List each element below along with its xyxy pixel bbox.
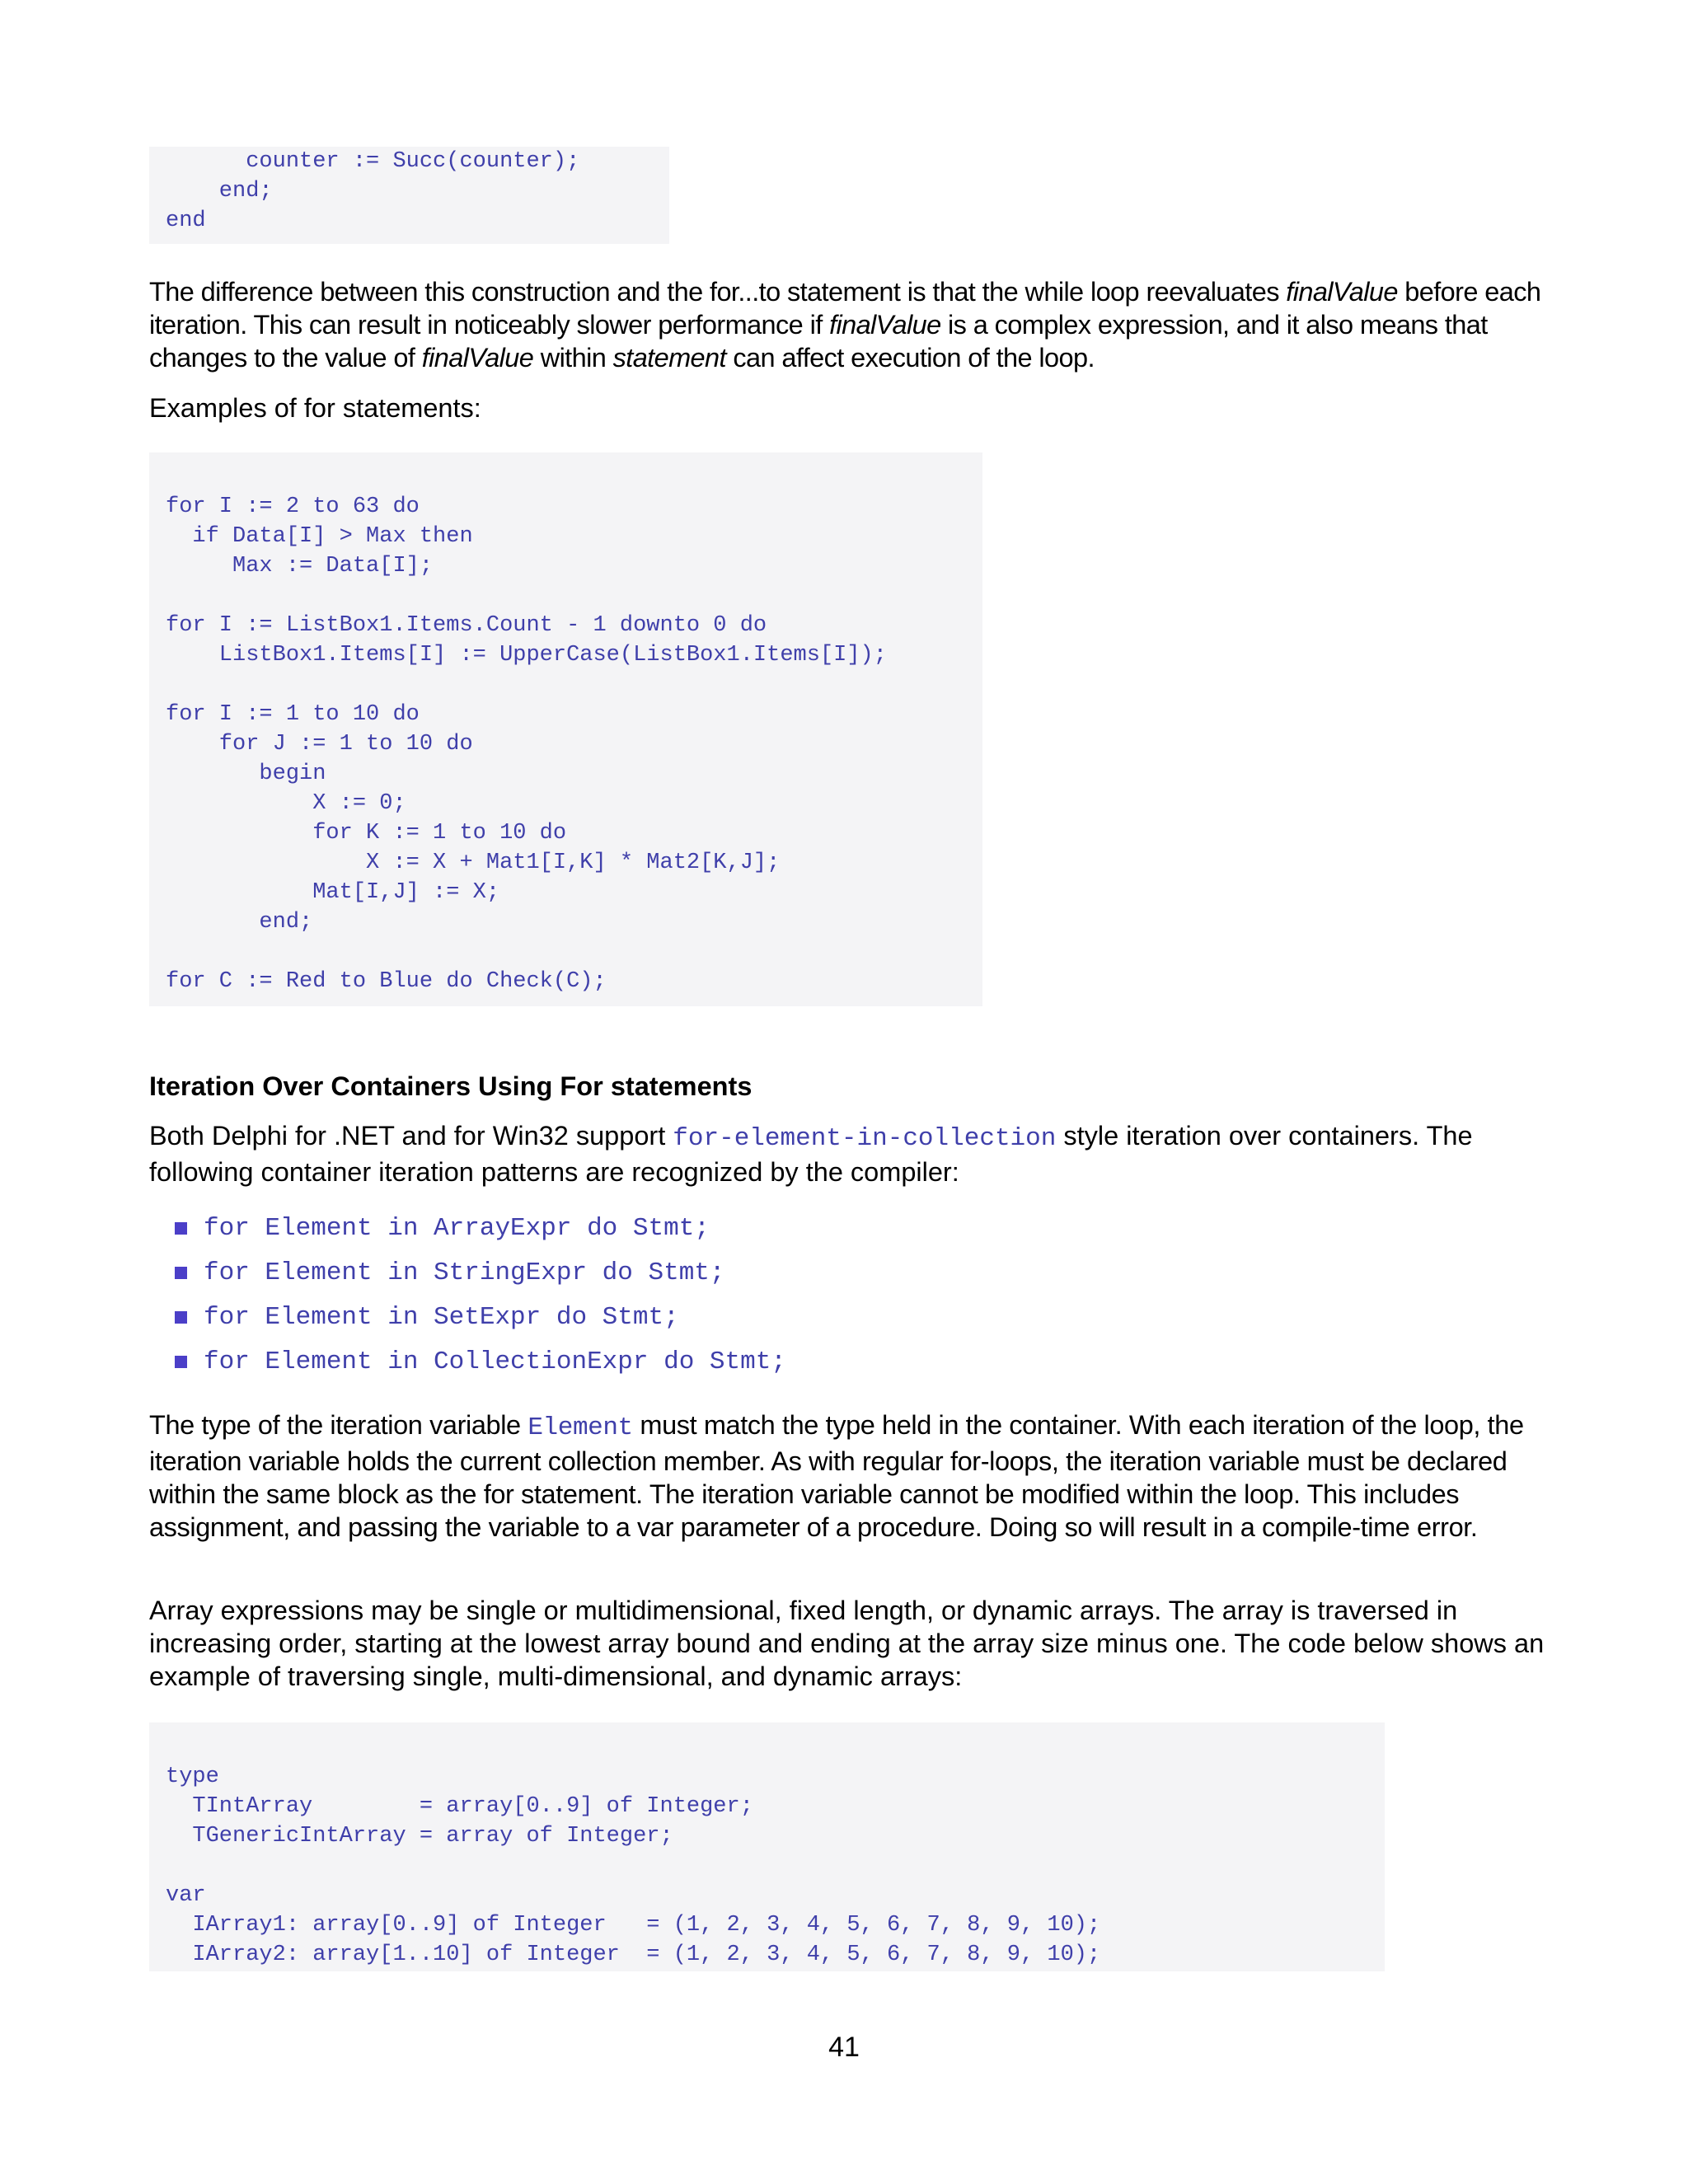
square-bullet-icon	[175, 1356, 187, 1368]
code-line: IArray1: array[0..9] of Integer = (1, 2, 3, 4, 5, 6, 7, 8, 9, 10);	[166, 1913, 1101, 1938]
iteration-patterns-list	[175, 1206, 786, 1384]
paragraph-iteration-variable: The type of the iteration variable Element must match the type held in the container. With each iteration of the loop, the iteration variable holds the current collection member. As with regular for-loops, the iteration variable must be declared within the same block as the for statement. The iteration variable cannot be modified within the loop. This includes assignment, and passing the variable to a var parameter of a procedure. Doing so will result in a compile-time error.	[149, 1410, 1524, 1542]
code-line: if Data[I] > Max then	[166, 524, 473, 549]
code-line: for I := 1 to 10 do	[166, 702, 420, 727]
code-line: counter := Succ(counter);	[166, 149, 580, 174]
code-line: X := X + Mat1[I,K] * Mat2[K,J];	[166, 851, 781, 875]
page-number: 41	[828, 2032, 860, 2063]
bullet-code: for Element in SetExpr do Stmt;	[204, 1302, 679, 1332]
square-bullet-icon	[175, 1267, 187, 1279]
code-line: Max := Data[I];	[166, 554, 434, 579]
code-line: TIntArray = array[0..9] of Integer;	[166, 1794, 753, 1819]
bullet-code: for Element in CollectionExpr do Stmt;	[204, 1347, 786, 1376]
list-item	[175, 1206, 786, 1250]
paragraph-container-iteration: Both Delphi for .NET and for Win32 support for-element-in-collection style iteration over containers. The following container iteration patterns are recognized by the compiler:	[149, 1121, 1473, 1187]
emphasis-finalvalue: finalValue	[829, 310, 941, 340]
inline-code: for-element-in-collection	[673, 1124, 1057, 1153]
emphasis-finalvalue: finalValue	[421, 343, 534, 373]
code-line: TGenericIntArray = array of Integer;	[166, 1824, 673, 1849]
code-line: for I := ListBox1.Items.Count - 1 downto 0 do	[166, 613, 767, 638]
list-item	[175, 1339, 786, 1384]
paragraph-while-loop-difference: The difference between this construction and the for...to statement is that the while loop reevaluates finalValue before each iteration. This can result in noticeably slower performance if finalValue is a complex expression, and it also means that changes to the value of finalValue within statement can affect execution of the loop.	[149, 277, 1541, 373]
code-line: end;	[166, 179, 273, 204]
code-line: IArray2: array[1..10] of Integer = (1, 2, 3, 4, 5, 6, 7, 8, 9, 10);	[166, 1943, 1101, 1967]
code-line: X := 0;	[166, 791, 406, 816]
square-bullet-icon	[175, 1222, 187, 1235]
code-line: end;	[166, 910, 313, 935]
code-line	[166, 937, 966, 967]
code-line	[166, 462, 966, 492]
code-line: end	[166, 209, 206, 233]
list-item	[175, 1250, 786, 1295]
code-line: type	[166, 1765, 219, 1789]
code-line: for K := 1 to 10 do	[166, 821, 567, 846]
section-heading: Iteration Over Containers Using For statements	[149, 1071, 753, 1101]
emphasis-statement: statement	[612, 343, 726, 373]
bullet-code: for Element in ArrayExpr do Stmt;	[204, 1213, 710, 1243]
list-item	[175, 1295, 786, 1339]
code-line	[166, 1851, 1368, 1881]
code-line	[166, 670, 966, 700]
code-block-while-loop	[149, 147, 669, 244]
square-bullet-icon	[175, 1311, 187, 1324]
bullet-code: for Element in StringExpr do Stmt;	[204, 1258, 725, 1287]
code-block-array-types	[149, 1722, 1385, 1971]
code-line: Mat[I,J] := X;	[166, 880, 500, 905]
code-line: var	[166, 1883, 206, 1908]
emphasis-finalvalue: finalValue	[1286, 277, 1398, 307]
inline-code: Element	[528, 1413, 633, 1442]
code-line	[166, 1732, 1368, 1762]
code-block-for-examples	[149, 452, 982, 1006]
code-line: for I := 2 to 63 do	[166, 494, 420, 519]
code-line: begin	[166, 762, 326, 786]
paragraph-array-expressions: Array expressions may be single or multidimensional, fixed length, or dynamic arrays. The array is traversed in increasing order, starting at the lowest array bound and ending at the array size minus one. The code below shows an example of traversing single, multi-dimensional, and dynamic arrays:	[149, 1596, 1545, 1691]
code-line: ListBox1.Items[I] := UpperCase(ListBox1.Items[I]);	[166, 643, 887, 668]
paragraph-examples-intro: Examples of for statements:	[149, 393, 481, 423]
code-line: for J := 1 to 10 do	[166, 732, 473, 757]
code-line	[166, 581, 966, 611]
code-line: for C := Red to Blue do Check(C);	[166, 969, 607, 994]
